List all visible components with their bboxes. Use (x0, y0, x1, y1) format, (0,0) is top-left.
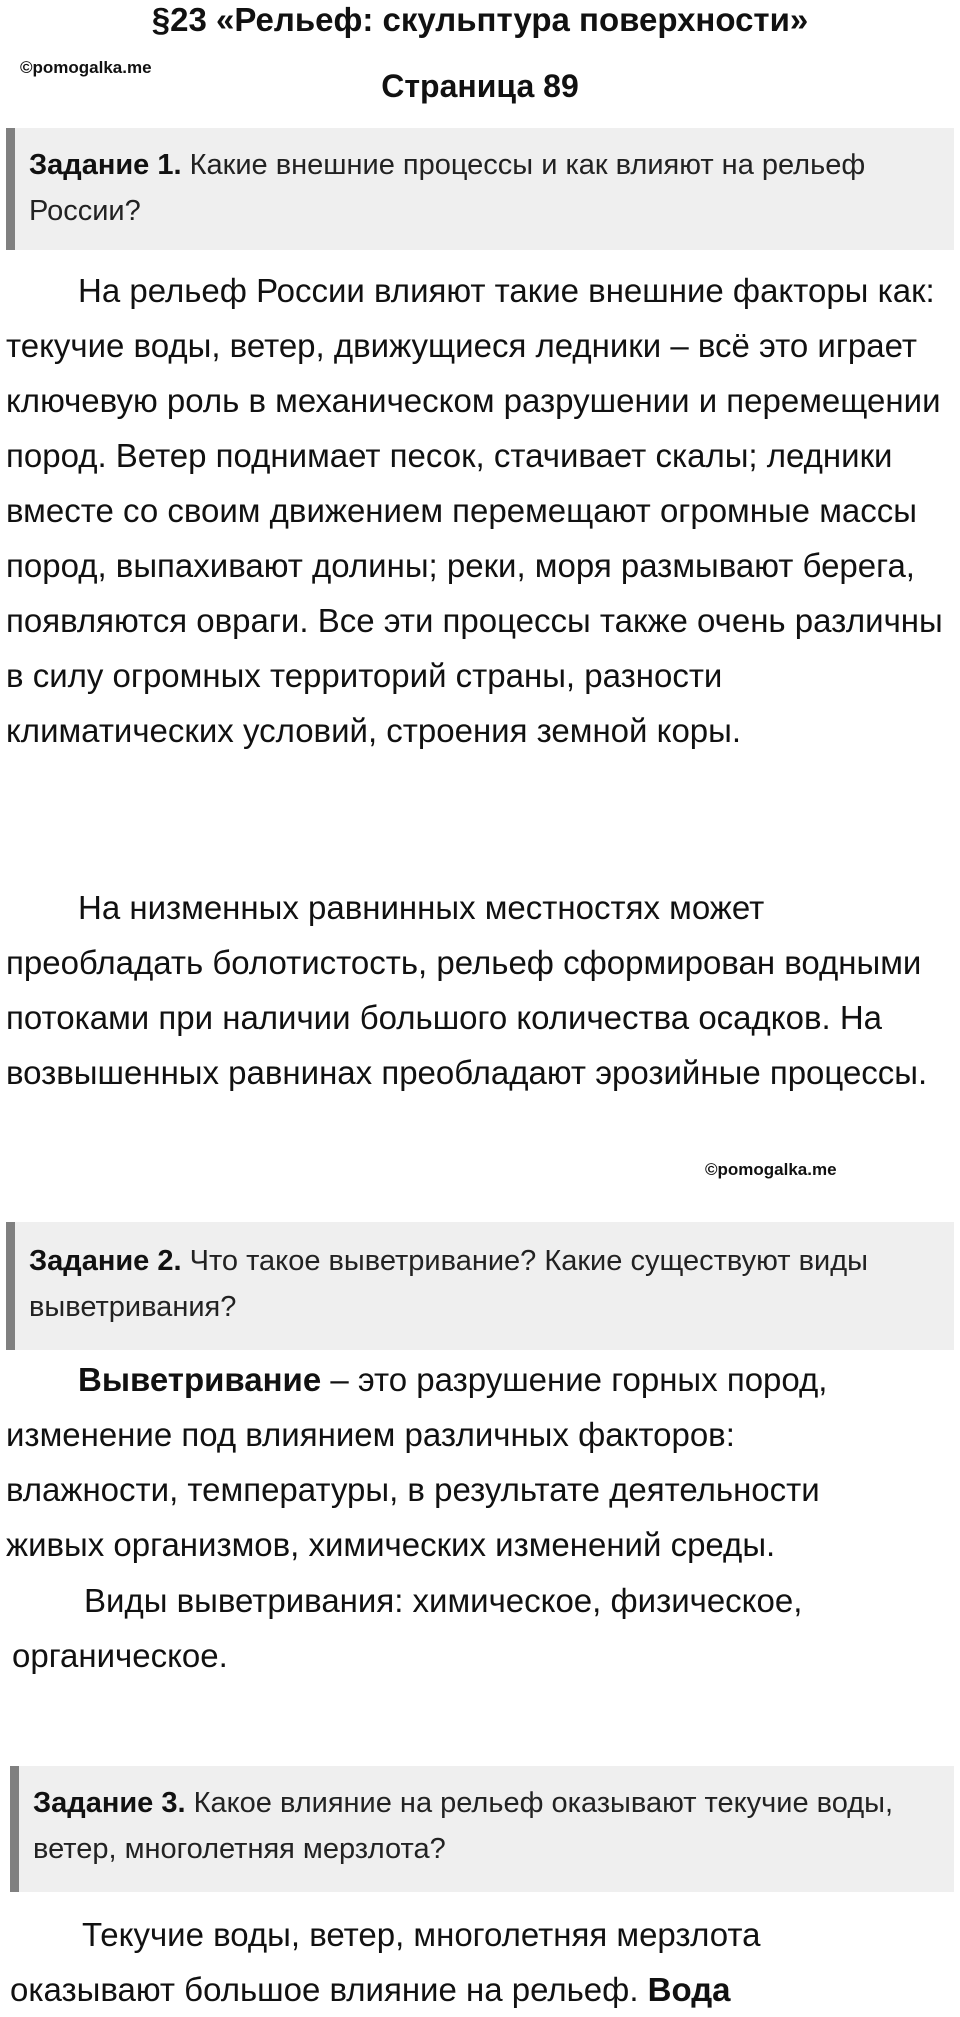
definition-line-4: живых организмов, химических изменений среды. (6, 1526, 776, 1563)
types-line-2: органическое. (12, 1637, 228, 1674)
task-1-answer-text-1: На рельеф России влияют такие внешние факторы как: текучие воды, ветер, движущиеся ледники – всё это играет ключевую роль в механическом разрушении и перемещении пород. Ветер поднимает песок, стачивает скалы; ледники вместе со своим движением перемещают огромные массы пород, выпахивают долины; реки, моря размывают берега, появляются овраги. Все эти процессы также очень различны в силу огромных территорий страны, разности климатических условий, строения земной коры. (6, 272, 943, 749)
answer-line-1: Текучие воды, ветер, многолетняя мерзлота (82, 1916, 761, 1953)
task-3-answer (10, 1907, 956, 2017)
page-title: §23 «Рельеф: скульптура поверхности» (151, 1, 809, 38)
task-2-box (6, 1222, 954, 1350)
task-1-question: Какие внешние процессы и как влияют на рельеф России? (29, 149, 866, 227)
task-1-answer-paragraph-2 (6, 880, 956, 1100)
task-3-question: Какое влияние на рельеф оказывают текучие воды, ветер, многолетняя мерзлота? (33, 1787, 894, 1865)
watermark-top: ©pomogalka.me (20, 58, 152, 77)
definition-line-2: изменение под влиянием различных факторов: (6, 1416, 735, 1453)
task-1-answer-paragraph-1 (6, 263, 956, 758)
page-number: Страница 89 (381, 68, 579, 104)
term-weathering: Выветривание (78, 1361, 322, 1398)
task-3-box (10, 1766, 954, 1892)
task-1-label: Задание 1. (29, 149, 182, 181)
task-2-types (12, 1573, 956, 1683)
answer-bold-word: Вода (647, 1971, 731, 2008)
task-2-label: Задание 2. (29, 1245, 182, 1277)
types-line-1: Виды выветривания: химическое, физическое, (84, 1582, 803, 1619)
watermark-middle: ©pomogalka.me (705, 1160, 837, 1179)
answer-line-2: оказывают большое влияние на рельеф. (10, 1971, 648, 2008)
definition-line-1: – это разрушение горных пород, (321, 1361, 828, 1398)
task-1-box (6, 128, 954, 250)
task-2-question: Что такое выветривание? Какие существуют виды выветривания? (29, 1245, 868, 1323)
definition-line-3: влажности, температуры, в результате деятельности (6, 1471, 820, 1508)
task-1-answer-text-2: На низменных равнинных местностях может преобладать болотистость, рельеф сформирован водными потоками при наличии большого количества осадков. На возвышенных равнинах преобладают эрозийные процессы. (6, 889, 928, 1091)
task-3-label: Задание 3. (33, 1787, 186, 1819)
task-2-definition (6, 1352, 956, 1572)
